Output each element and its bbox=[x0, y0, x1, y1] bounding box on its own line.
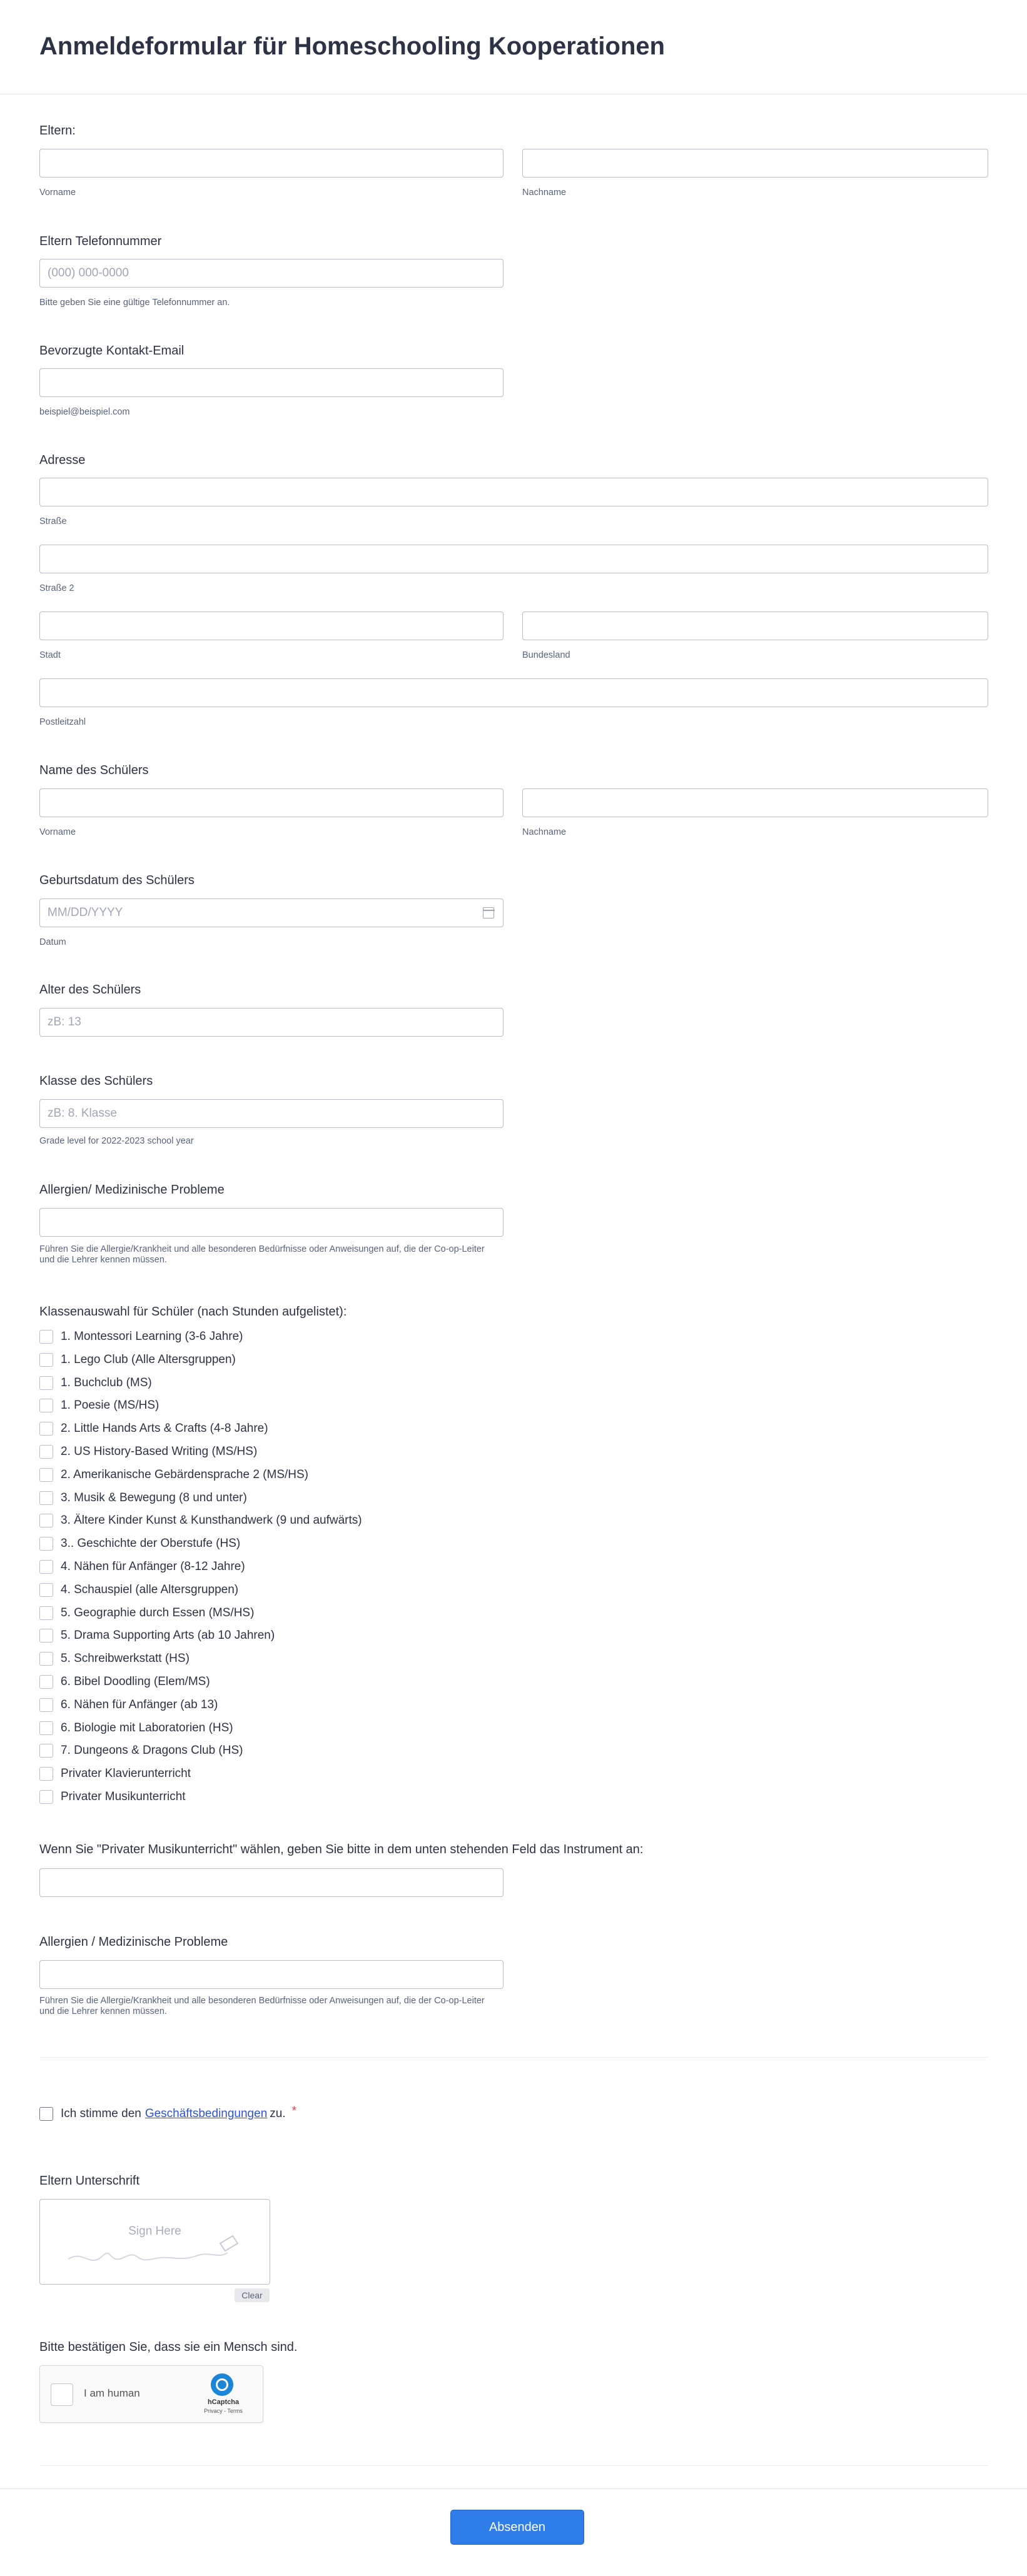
captcha-widget bbox=[39, 2365, 263, 2423]
street2-input[interactable] bbox=[39, 545, 988, 573]
class-option-label: 7. Dungeons & Dragons Club (HS) bbox=[61, 1744, 243, 1758]
class-option-label: 6. Biologie mit Laboratorien (HS) bbox=[61, 1721, 233, 1734]
page-title: Anmeldeformular für Homeschooling Kooperationen bbox=[39, 33, 665, 60]
class-option-checkbox[interactable] bbox=[39, 1491, 53, 1505]
class-option-label: 1. Poesie (MS/HS) bbox=[61, 1399, 159, 1412]
student-first-name-sublabel: Vorname bbox=[39, 827, 76, 837]
class-option[interactable] bbox=[39, 1512, 362, 1529]
class-option-label: 1. Montessori Learning (3-6 Jahre) bbox=[61, 1330, 243, 1343]
terms-suffix: zu. bbox=[270, 2107, 286, 2120]
class-option[interactable] bbox=[39, 1420, 268, 1437]
class-option-checkbox[interactable] bbox=[39, 1422, 53, 1436]
signature-label: Eltern Unterschrift bbox=[39, 2174, 140, 2188]
class-option-label: 1. Lego Club (Alle Altersgruppen) bbox=[61, 1352, 236, 1366]
class-option-checkbox[interactable] bbox=[39, 1767, 53, 1781]
terms-prefix: Ich stimme den bbox=[61, 2107, 141, 2120]
class-option[interactable] bbox=[39, 1581, 238, 1599]
class-option[interactable] bbox=[39, 1443, 257, 1461]
email-sublabel: beispiel@beispiel.com bbox=[39, 407, 130, 417]
class-option-label: 2. US History-Based Writing (MS/HS) bbox=[61, 1445, 258, 1458]
class-option-label: 6. Bibel Doodling (Elem/MS) bbox=[61, 1675, 210, 1688]
allergies2-label: Allergien / Medizinische Probleme bbox=[39, 1935, 228, 1949]
phone-label: Eltern Telefonnummer bbox=[39, 234, 162, 248]
class-option[interactable] bbox=[39, 1558, 245, 1576]
class-option[interactable] bbox=[39, 1328, 243, 1346]
student-last-name-sublabel: Nachname bbox=[522, 827, 567, 837]
class-option-checkbox[interactable] bbox=[39, 1399, 53, 1412]
required-asterisk: * bbox=[291, 2105, 297, 2118]
captcha-checkbox[interactable] bbox=[51, 2383, 73, 2406]
class-option-checkbox[interactable] bbox=[39, 1606, 53, 1620]
instrument-input[interactable] bbox=[39, 1868, 503, 1897]
student-first-name-input[interactable] bbox=[39, 788, 503, 817]
student-name-label: Name des Schülers bbox=[39, 763, 149, 777]
class-option[interactable] bbox=[39, 1673, 210, 1691]
class-option-checkbox[interactable] bbox=[39, 1330, 53, 1344]
instrument-label: Wenn Sie "Privater Musikunterricht" wählen, geben Sie bitte in dem unten stehenden Feld das Instrument an: bbox=[39, 1843, 644, 1856]
email-label: Bevorzugte Kontakt-Email bbox=[39, 344, 185, 358]
class-option-checkbox[interactable] bbox=[39, 1698, 53, 1712]
class-option-checkbox[interactable] bbox=[39, 1675, 53, 1689]
hcaptcha-links[interactable]: Privacy - Terms bbox=[204, 2408, 243, 2414]
class-option-label: 5. Drama Supporting Arts (ab 10 Jahren) bbox=[61, 1629, 275, 1643]
class-option-checkbox[interactable] bbox=[39, 1376, 53, 1390]
class-option[interactable] bbox=[39, 1535, 240, 1552]
birthdate-input[interactable] bbox=[39, 898, 503, 927]
class-option[interactable] bbox=[39, 1466, 308, 1484]
phone-input[interactable]: (000) 000-0000 bbox=[39, 259, 503, 288]
class-option-label: 2. Little Hands Arts & Crafts (4-8 Jahre) bbox=[61, 1422, 268, 1436]
allergies2-input[interactable] bbox=[39, 1960, 503, 1989]
age-label: Alter des Schülers bbox=[39, 983, 141, 997]
class-option-label: 4. Schauspiel (alle Altersgruppen) bbox=[61, 1582, 239, 1596]
class-option-checkbox[interactable] bbox=[39, 1583, 53, 1597]
class-option-checkbox[interactable] bbox=[39, 1629, 53, 1643]
section-divider bbox=[39, 2057, 988, 2058]
zip-input[interactable] bbox=[39, 678, 988, 707]
terms-row bbox=[39, 2105, 296, 2123]
submit-divider bbox=[0, 2488, 1027, 2489]
signature-placeholder: Sign Here bbox=[128, 2225, 181, 2238]
parents-label: Eltern: bbox=[39, 124, 76, 138]
class-option-checkbox[interactable] bbox=[39, 1560, 53, 1574]
class-option[interactable] bbox=[39, 1788, 186, 1806]
birthdate-sublabel: Datum bbox=[39, 937, 66, 947]
allergies2-sublabel: Führen Sie die Allergie/Krankheit und alle besonderen Bedürfnisse oder Anweisungen auf, die der Co-op-Leiter und die Lehrer kennen müssen. bbox=[39, 1996, 485, 2016]
class-option[interactable] bbox=[39, 1374, 152, 1392]
state-sublabel: Bundesland bbox=[522, 650, 570, 660]
student-last-name-input[interactable] bbox=[522, 788, 988, 817]
street-sublabel: Straße bbox=[39, 516, 67, 526]
class-option-label: Privater Musikunterricht bbox=[61, 1790, 186, 1803]
class-option-label: Privater Klavierunterricht bbox=[61, 1767, 191, 1781]
hcaptcha-logo-icon bbox=[211, 2373, 233, 2396]
submit-button[interactable]: Absenden bbox=[450, 2510, 584, 2545]
zip-sublabel: Postleitzahl bbox=[39, 717, 86, 727]
class-option[interactable] bbox=[39, 1627, 275, 1644]
signature-pad[interactable] bbox=[39, 2199, 270, 2285]
class-option[interactable] bbox=[39, 1489, 247, 1507]
parent-last-name-sublabel: Nachname bbox=[522, 188, 567, 198]
class-option[interactable] bbox=[39, 1742, 243, 1759]
class-option-checkbox[interactable] bbox=[39, 1445, 53, 1459]
signature-scribble-icon bbox=[65, 2225, 253, 2268]
calendar-icon[interactable] bbox=[483, 907, 494, 918]
state-input[interactable] bbox=[522, 611, 988, 640]
street2-sublabel: Straße 2 bbox=[39, 583, 74, 593]
email-input[interactable] bbox=[39, 368, 503, 397]
class-option-checkbox[interactable] bbox=[39, 1537, 53, 1551]
class-option-checkbox[interactable] bbox=[39, 1353, 53, 1367]
class-option-label: 5. Geographie durch Essen (MS/HS) bbox=[61, 1606, 255, 1619]
class-option-label: 3. Musik & Bewegung (8 und unter) bbox=[61, 1491, 247, 1504]
captcha-label: Bitte bestätigen Sie, dass sie ein Mensch sind. bbox=[39, 2340, 298, 2354]
class-option[interactable] bbox=[39, 1719, 233, 1737]
parent-last-name-input[interactable] bbox=[522, 149, 988, 178]
age-input[interactable]: zB: 13 bbox=[39, 1008, 503, 1037]
classes-label: Klassenauswahl für Schüler (nach Stunden aufgelistet): bbox=[39, 1305, 347, 1319]
class-option-checkbox[interactable] bbox=[39, 1652, 53, 1666]
class-option[interactable] bbox=[39, 1397, 159, 1414]
class-option[interactable] bbox=[39, 1351, 236, 1369]
class-option[interactable] bbox=[39, 1696, 218, 1714]
allergies-label: Allergien/ Medizinische Probleme bbox=[39, 1183, 225, 1197]
address-label: Adresse bbox=[39, 453, 86, 467]
birthdate-label: Geburtsdatum des Schülers bbox=[39, 873, 195, 887]
class-option[interactable] bbox=[39, 1765, 191, 1783]
terms-checkbox[interactable] bbox=[39, 2107, 53, 2121]
class-option-checkbox[interactable] bbox=[39, 1468, 53, 1482]
city-input[interactable] bbox=[39, 611, 503, 640]
grade-sublabel: Grade level for 2022-2023 school year bbox=[39, 1136, 194, 1146]
parent-first-name-input[interactable] bbox=[39, 149, 503, 178]
class-option-checkbox[interactable] bbox=[39, 1514, 53, 1527]
street-input[interactable] bbox=[39, 478, 988, 506]
class-option-label: 4. Nähen für Anfänger (8-12 Jahre) bbox=[61, 1560, 245, 1573]
class-option-label: 1. Buchclub (MS) bbox=[61, 1376, 152, 1389]
class-option-label: 3. Ältere Kinder Kunst & Kunsthandwerk (9 und aufwärts) bbox=[61, 1514, 362, 1527]
class-option-checkbox[interactable] bbox=[39, 1744, 53, 1758]
class-option[interactable] bbox=[39, 1650, 190, 1668]
class-option[interactable] bbox=[39, 1604, 254, 1622]
clear-signature-button[interactable]: Clear bbox=[235, 2288, 270, 2302]
footer-divider bbox=[39, 2465, 988, 2466]
class-option-label: 5. Schreibwerkstatt (HS) bbox=[61, 1652, 190, 1666]
captcha-text: I am human bbox=[84, 2387, 140, 2399]
allergies-sublabel: Führen Sie die Allergie/Krankheit und alle besonderen Bedürfnisse oder Anweisungen auf, die der Co-op-Leiter und die Lehrer kennen müssen. bbox=[39, 1244, 485, 1265]
city-sublabel: Stadt bbox=[39, 650, 61, 660]
class-option-checkbox[interactable] bbox=[39, 1790, 53, 1804]
grade-label: Klasse des Schülers bbox=[39, 1074, 153, 1088]
class-option-label: 6. Nähen für Anfänger (ab 13) bbox=[61, 1698, 218, 1711]
class-option-label: 2. Amerikanische Gebärdensprache 2 (MS/HS) bbox=[61, 1467, 309, 1481]
terms-link[interactable]: Geschäftsbedingungen bbox=[144, 2107, 268, 2120]
grade-input[interactable]: zB: 8. Klasse bbox=[39, 1099, 503, 1128]
phone-sublabel: Bitte geben Sie eine gültige Telefonnummer an. bbox=[39, 298, 230, 308]
birthdate-placeholder: MM/DD/YYYY bbox=[48, 906, 123, 919]
class-option-label: 3.. Geschichte der Oberstufe (HS) bbox=[61, 1537, 241, 1551]
hcaptcha-brand: hCaptcha bbox=[207, 2398, 240, 2406]
allergies-input[interactable] bbox=[39, 1208, 503, 1237]
class-option-checkbox[interactable] bbox=[39, 1721, 53, 1735]
parent-first-name-sublabel: Vorname bbox=[39, 188, 76, 198]
